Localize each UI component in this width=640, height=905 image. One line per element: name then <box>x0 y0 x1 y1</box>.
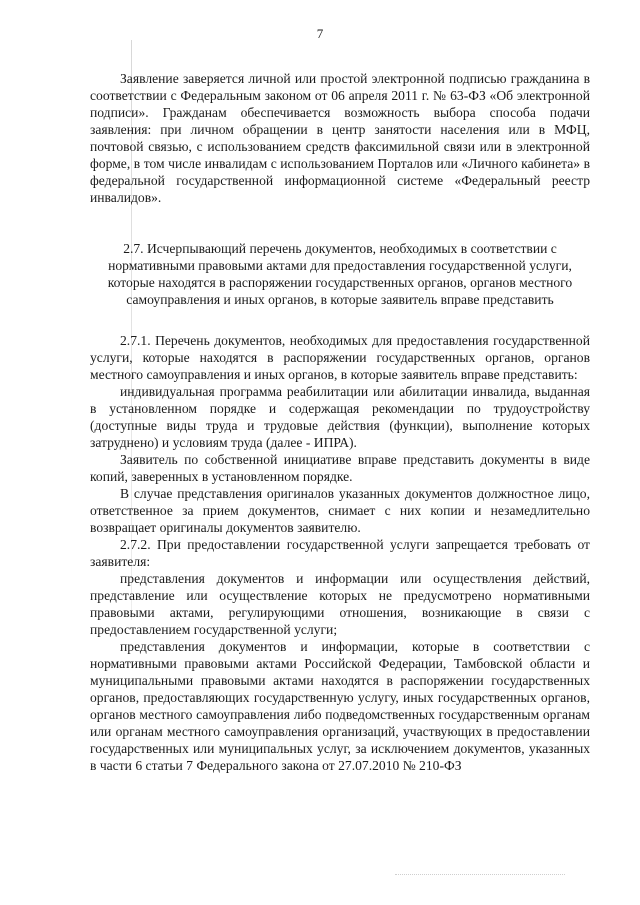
paragraph-signature-info: Заявление заверяется личной или простой электронной подписью гражданина в соответствии с Федеральным законом от 06 апреля 2011 г. № 63-ФЗ «Об электронной подписи». Гражданам обеспечивается возможность выбора способа подачи заявления: при личном обращении в центр занятости населения или в МФЦ, почтовой связью, с использованием средств факсимильной связи или в электронной форме, в том числе инвалидам с использованием Порталов или «Личного кабинета» в федеральной государственной информационной системе «Федеральный реестр инвалидов». <box>90 71 590 205</box>
paragraph-2-7-1: 2.7.1. Перечень документов, необходимых для предоставления государственной услуги, которые находятся в распоряжении государственных органов, органов местного самоуправления и иных органов, в которые заявитель вправе представить: <box>90 333 590 382</box>
section-heading-block <box>90 240 590 308</box>
paragraph-prohibition-2: представления документов и информации, которые в соответствии с нормативными правовыми актами Российской Федерации, Тамбовской области и муниципальными правовыми актами находятся в распоряжении государственных органов, предоставляющих государственную услугу, иных государственных органов, органов местного самоуправления либо подведомственных государственным органам или органам местного самоуправления организаций, участвующих в предоставлении государственных или муниципальных услуг, за исключением документов, указанных в части 6 статьи 7 Федерального закона от 27.07.2010 № 210-ФЗ <box>90 639 590 773</box>
scan-artifact-dots <box>395 874 565 876</box>
paragraph-ipra: индивидуальная программа реабилитации или абилитации инвалида, выданная в установленном порядке и содержащая рекомендации по трудоустройству (доступные виды труда и трудовые действия (функции), выполнение которых затруднено) и условиям труда (далее - ИПРА). <box>90 384 590 450</box>
page-number: 7 <box>316 26 324 41</box>
paragraph-originals: В случае представления оригиналов указанных документов должностное лицо, ответственное за прием документов, снимает с них копии и незамедлительно возвращает оригиналы документов заявителю. <box>90 486 590 535</box>
paragraph-2-7-2: 2.7.2. При предоставлении государственной услуги запрещается требовать от заявителя: <box>90 537 590 569</box>
paragraph-prohibition-1: представления документов и информации или осуществления действий, представление или осуществление которых не предусмотрено нормативными правовыми актами, регулирующими отношения, возникающие в связи с предоставлением государственной услуги; <box>90 571 590 637</box>
paragraph-copies: Заявитель по собственной инициативе вправе представить документы в виде копий, заверенных в установленном порядке. <box>90 452 590 484</box>
section-heading-2-7: 2.7. Исчерпывающий перечень документов, необходимых в соответствии с нормативными правовыми актами для предоставления государственной услуги, которые находятся в распоряжении государственных органов, органов местного самоуправления и иных органов, в которые заявитель вправе представить <box>107 241 573 307</box>
document-body <box>90 70 590 774</box>
